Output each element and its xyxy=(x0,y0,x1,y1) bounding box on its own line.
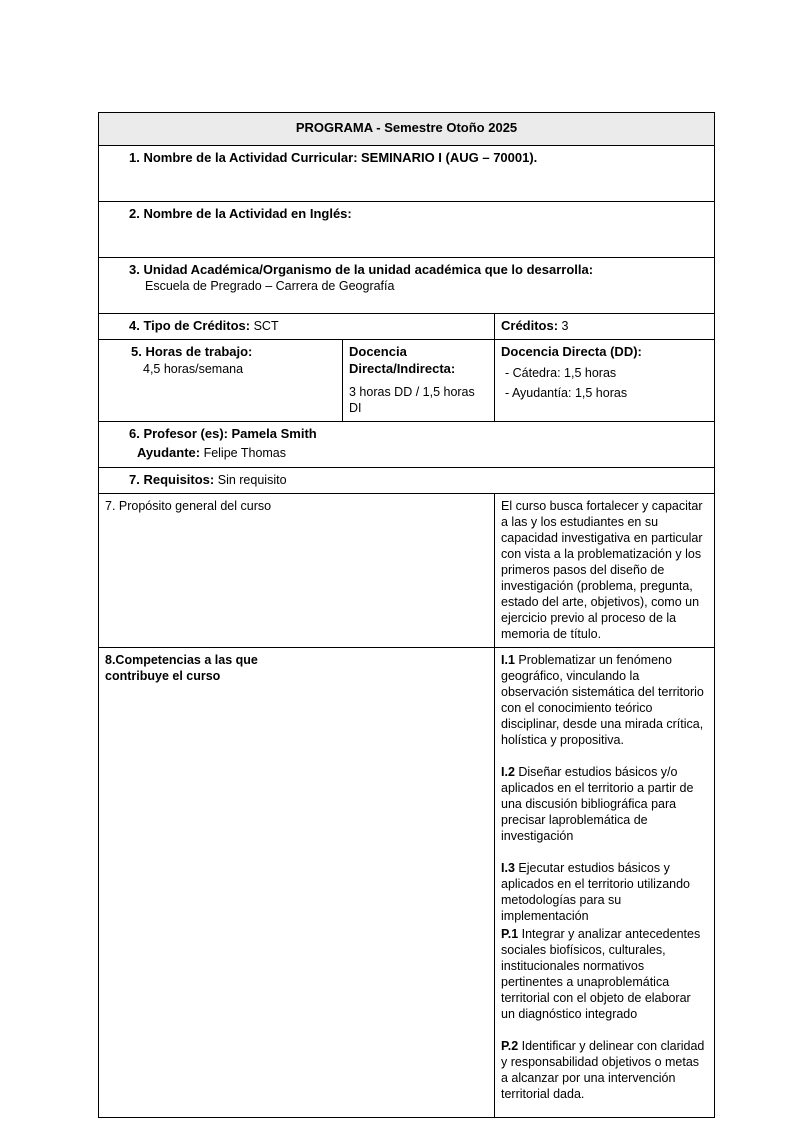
table-row-header xyxy=(99,113,715,146)
proposito-label: 7. Propósito general del curso xyxy=(105,499,272,514)
requisitos-label: 7. Requisitos: xyxy=(129,471,215,487)
tipo-creditos-label: 4. Tipo de Créditos: xyxy=(129,317,251,333)
competencia-text: Diseñar estudios básicos y/o aplicados en el territorio a partir de una discusión bibliográfica para precisar laproblemática de investigación xyxy=(501,765,694,844)
unidad-academica-label: 3. Unidad Académica/Organismo de la unidad académica que lo desarrolla: xyxy=(129,261,594,277)
nombre-actividad-cell xyxy=(99,145,715,201)
competencia-item xyxy=(501,926,708,1022)
horas-trabajo-label: 5. Horas de trabajo: xyxy=(131,344,253,360)
table-row-proposito xyxy=(99,494,715,648)
table-row-tipo-creditos xyxy=(99,313,715,340)
docencia-directa-cell xyxy=(495,340,715,421)
profesor-cell xyxy=(99,421,715,467)
table-row-unidad-academica xyxy=(99,257,715,313)
tipo-creditos-cell xyxy=(99,313,495,340)
competencia-code: I.1 xyxy=(501,653,515,668)
requisitos-value: Sin requisito xyxy=(217,472,287,487)
competencia-item xyxy=(501,1038,708,1102)
table-row-nombre-actividad xyxy=(99,145,715,201)
creditos-value: 3 xyxy=(561,318,569,333)
table-row-competencias xyxy=(99,648,715,1118)
ayudante-label: Ayudante: xyxy=(137,445,201,461)
docencia-directa-indirecta-cell xyxy=(343,340,495,421)
profesor-value: Pamela Smith xyxy=(231,425,317,441)
nombre-actividad-label: 1. Nombre de la Actividad Curricular: xyxy=(129,149,358,165)
competencia-item xyxy=(501,652,708,748)
profesor-label: 6. Profesor (es): xyxy=(129,425,228,441)
docencia-directa-ayudantia: - Ayudantía: 1,5 horas xyxy=(505,385,628,400)
proposito-text: El curso busca fortalecer y capacitar a las y los estudiantes en su capacidad investigativa en particular con vista a la problematización y los primeros pasos del diseño de investigación (problema, pregunta, estado del arte, objetivos), como un ejercicio previo al proceso de la memoria de título. xyxy=(501,499,703,642)
proposito-label-cell xyxy=(99,494,495,648)
competencias-list-cell xyxy=(495,648,715,1118)
docencia-directa-catedra: - Cátedra: 1,5 horas xyxy=(505,365,617,380)
competencia-text: Problematizar un fenómeno geográfico, vinculando la observación sistemática del territorio con el conocimiento teórico disciplinar, desde una mirada crítica, holística y propositiva. xyxy=(501,653,704,748)
docencia-directa-label: Docencia Directa (DD): xyxy=(501,344,642,360)
unidad-academica-value: Escuela de Pregrado – Carrera de Geografía xyxy=(145,279,395,294)
docencia-directa-indirecta-label: Docencia Directa/Indirecta: xyxy=(349,344,456,376)
programa-header-title: PROGRAMA - Semestre Otoño 2025 xyxy=(99,113,715,146)
competencia-code: I.3 xyxy=(501,861,515,876)
competencia-item xyxy=(501,764,708,844)
competencias-label-line2: contribuye el curso xyxy=(105,669,221,684)
competencia-text: Identificar y delinear con claridad y responsabilidad objetivos o metas a alcanzar por una intervención territorial dada. xyxy=(501,1039,705,1102)
competencia-text: Ejecutar estudios básicos y aplicados en el territorio utilizando metodologías para su implementación xyxy=(501,861,690,924)
competencia-code: P.2 xyxy=(501,1039,519,1054)
creditos-cell xyxy=(495,313,715,340)
tipo-creditos-value: SCT xyxy=(253,318,279,333)
horas-trabajo-cell xyxy=(99,340,343,421)
nombre-actividad-value: SEMINARIO I (AUG – 70001). xyxy=(361,149,538,165)
ayudante-value: Felipe Thomas xyxy=(203,446,287,461)
table-row-horas-trabajo xyxy=(99,340,715,421)
competencia-code: I.2 xyxy=(501,765,515,780)
unidad-academica-cell xyxy=(99,257,715,313)
proposito-text-cell xyxy=(495,494,715,648)
competencia-text: Integrar y analizar antecedentes sociales biofísicos, culturales, institucionales normativos pertinentes a unaproblemática territorial con el objeto de elaborar un diagnóstico integrado xyxy=(501,927,701,1022)
creditos-label: Créditos: xyxy=(501,317,559,333)
horas-trabajo-value: 4,5 horas/semana xyxy=(143,361,244,376)
competencia-code: P.1 xyxy=(501,927,519,942)
docencia-directa-indirecta-value: 3 horas DD / 1,5 horas DI xyxy=(349,384,475,415)
programa-table xyxy=(98,112,715,1118)
competencias-label-line1: 8.Competencias a las que xyxy=(105,653,258,668)
table-row-profesor xyxy=(99,421,715,467)
competencia-item xyxy=(501,860,708,924)
nombre-ingles-label: 2. Nombre de la Actividad en Inglés: xyxy=(129,205,352,221)
requisitos-cell xyxy=(99,467,715,494)
table-row-nombre-ingles xyxy=(99,201,715,257)
table-row-requisitos xyxy=(99,467,715,494)
competencias-label-cell xyxy=(99,648,495,1118)
nombre-ingles-cell xyxy=(99,201,715,257)
